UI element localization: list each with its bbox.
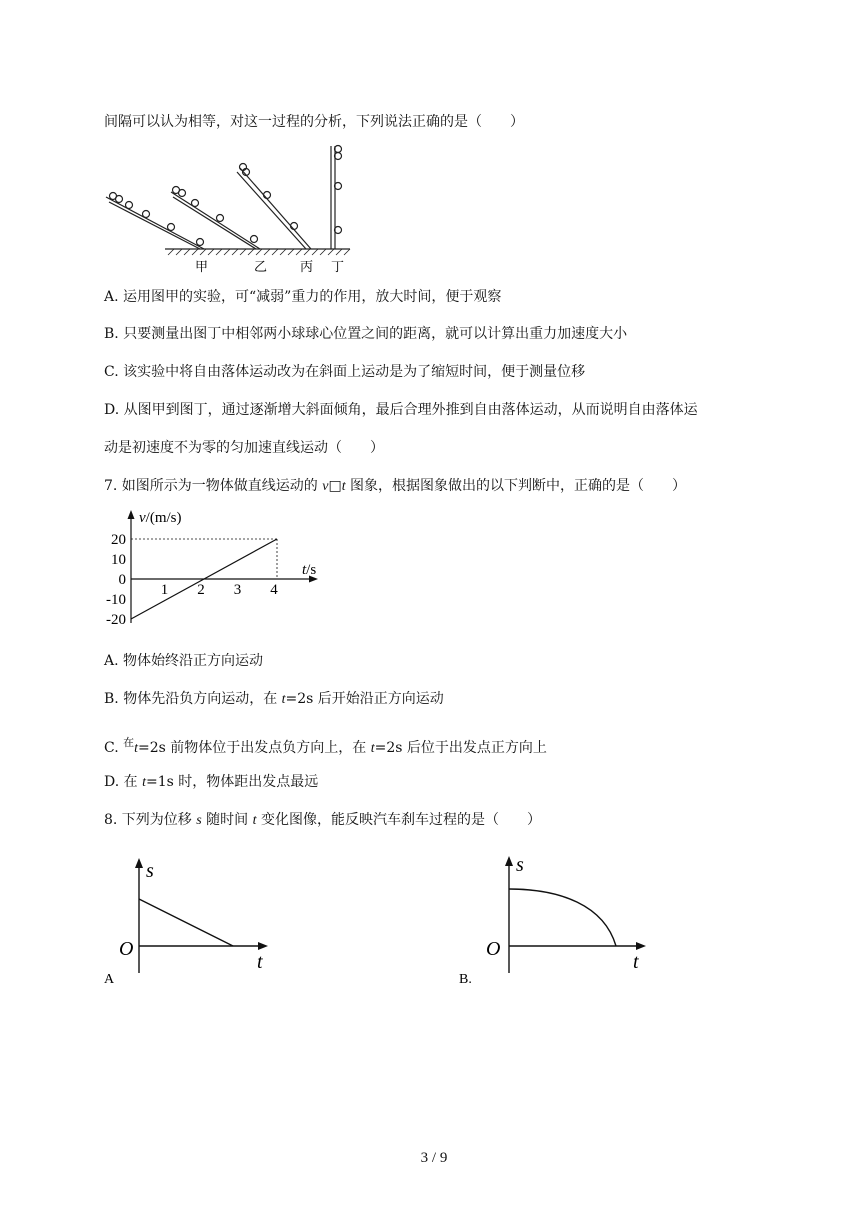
q6-option-b: B. 只要测量出图丁中相邻两小球球心位置之间的距离，就可以计算出重力加速度大小 (104, 326, 628, 342)
y-tick-label: 10 (111, 552, 126, 568)
x-tick-label: 4 (270, 582, 278, 598)
inclined-planes-figure (100, 140, 360, 280)
q7-option-b: B. 物体先沿负方向运动，在 t=2s 后开始沿正方向运动 (104, 691, 444, 707)
x-axis-label: t/s (302, 562, 317, 578)
y-axis-arrow (128, 510, 135, 519)
y-tick-label: -20 (106, 612, 126, 628)
label-bing: 丙 (300, 259, 314, 274)
q8-b-origin: O (486, 938, 501, 960)
q8-a-xlabel: t (257, 951, 263, 973)
q8-b-xlabel: t (633, 951, 639, 973)
q8-a-caption: A (104, 972, 115, 987)
x-tick-label: 1 (160, 582, 169, 598)
q8-b-curve (509, 889, 616, 946)
q8-b-caption: B. (459, 972, 472, 987)
q6-option-d-cont: 动是初速度不为零的匀加速直线运动（ ） (104, 440, 384, 456)
x-tick-label: 2 (197, 582, 205, 598)
q8-b-ylabel: s (516, 854, 524, 876)
velocity-time-chart (95, 500, 335, 640)
q8-graph-b (455, 850, 655, 990)
q7-stem: 7. 如图所示为一物体做直线运动的 v□t 图象，根据图象做出的以下判断中，正确的是（ ） (104, 478, 687, 494)
q8-a-line (139, 899, 233, 946)
q8-graph-a (100, 850, 290, 990)
q7-option-c: C. $^在$t=2s 前物体位于出发点负方向上，在 t=2s 后位于出发点正方向上 (104, 736, 547, 756)
y-axis-label: v/(m/s) (139, 510, 182, 526)
page-number: 3 / 9 (420, 1150, 448, 1166)
y-tick-label: 0 (118, 572, 126, 588)
q6-option-c: C. 该实验中将自由落体运动改为在斜面上运动是为了缩短时间，便于测量位移 (104, 364, 586, 380)
q8-a-ylabel: s (146, 860, 154, 882)
label-ding: 丁 (331, 259, 345, 274)
q8-stem: 8. 下列为位移 s 随时间 t 变化图像，能反映汽车刹车过程的是（ ） (104, 812, 541, 828)
q8-a-origin: O (119, 938, 134, 960)
label-jia: 甲 (195, 259, 209, 274)
y-tick-label: -10 (106, 592, 126, 608)
q6-option-d: D. 从图甲到图丁，通过逐渐增大斜面倾角，最后合理外推到自由落体运动，从而说明自由落体运 (104, 402, 698, 418)
intro-text: 间隔可以认为相等，对这一过程的分析，下列说法正确的是（ ） (104, 114, 524, 130)
q6-option-a: A. 运用图甲的实验，可“减弱”重力的作用，放大时间，便于观察 (104, 289, 502, 305)
label-yi: 乙 (254, 259, 268, 274)
q7-option-d: D. 在 t=1s 时，物体距出发点最远 (104, 774, 319, 790)
q7-option-a: A. 物体始终沿正方向运动 (104, 653, 264, 669)
x-tick-label: 3 (233, 582, 242, 598)
y-tick-label: 20 (111, 532, 126, 548)
